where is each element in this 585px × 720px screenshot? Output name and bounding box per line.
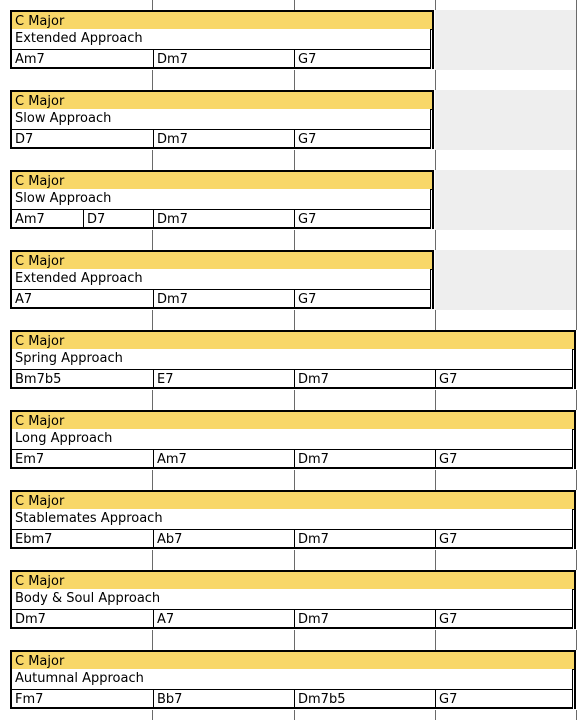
- chord-cell[interactable]: [12, 610, 153, 627]
- chord-symbol: G7: [298, 132, 317, 147]
- measure-tick: [152, 390, 153, 400]
- chord-symbol: G7: [439, 612, 458, 627]
- chord-symbol: Em7: [15, 452, 45, 467]
- chord-symbol: Ebm7: [15, 532, 53, 547]
- chord-cell[interactable]: [153, 530, 294, 547]
- measure-tick: [435, 150, 436, 160]
- chord-symbol: Fm7: [15, 692, 44, 707]
- chord-row: [10, 289, 431, 309]
- measure-tick: [576, 390, 577, 400]
- measure-tick: [576, 150, 577, 160]
- chord-cell[interactable]: [294, 130, 431, 147]
- measure-tick: [576, 310, 577, 320]
- chord-symbol: Bb7: [157, 692, 183, 707]
- measure-tick: [294, 560, 295, 570]
- measure-tick: [435, 80, 436, 90]
- measure-tick: [152, 80, 153, 90]
- measure-tick: [152, 640, 153, 650]
- measure-tick: [294, 0, 295, 10]
- measure-tick: [435, 230, 436, 240]
- progression-name: Body & Soul Approach: [15, 591, 161, 606]
- chord-symbol: Dm7: [298, 452, 329, 467]
- progression-block[interactable]: [0, 240, 585, 320]
- chord-row: [10, 129, 431, 149]
- measure-tick: [435, 0, 436, 10]
- measure-tick: [435, 560, 436, 570]
- measure-tick: [294, 480, 295, 490]
- progression-name: Slow Approach: [15, 111, 112, 126]
- chord-symbol: G7: [298, 212, 317, 227]
- measure-tick: [576, 630, 577, 640]
- chord-symbol: D7: [87, 212, 106, 227]
- measure-tick: [576, 640, 577, 650]
- measure-tick: [152, 630, 153, 640]
- end-barline: [430, 189, 434, 229]
- measure-tick: [294, 150, 295, 160]
- chord-cell[interactable]: [294, 690, 435, 707]
- measure-tick: [294, 240, 295, 250]
- measure-tick: [294, 320, 295, 330]
- progression-block[interactable]: [0, 320, 585, 400]
- chord-row: [10, 449, 573, 469]
- key-label: C Major: [15, 254, 65, 269]
- chord-row: [10, 609, 573, 629]
- chord-symbol: G7: [439, 692, 458, 707]
- measure-tick: [576, 550, 577, 560]
- measure-tick: [435, 550, 436, 560]
- key-label: C Major: [15, 654, 65, 669]
- chord-cell[interactable]: [12, 50, 153, 67]
- end-barline: [430, 29, 434, 69]
- measure-tick: [152, 320, 153, 330]
- measure-tick: [435, 630, 436, 640]
- measure-tick: [576, 470, 577, 480]
- measure-tick: [294, 80, 295, 90]
- progression-name-row: [10, 429, 573, 449]
- measure-tick: [294, 310, 295, 320]
- measure-tick: [435, 400, 436, 410]
- progression-name: Spring Approach: [15, 351, 123, 366]
- measure-tick: [435, 710, 436, 720]
- chord-symbol: Am7: [15, 52, 45, 67]
- empty-measure-area: [435, 170, 576, 230]
- chord-symbol: Dm7b5: [298, 692, 346, 707]
- chord-symbol: A7: [15, 292, 33, 307]
- progression-name-row: [10, 29, 431, 49]
- measure-tick: [576, 250, 577, 310]
- measure-tick: [152, 240, 153, 250]
- key-label: C Major: [15, 494, 65, 509]
- end-barline: [430, 269, 434, 309]
- chord-cell[interactable]: [153, 450, 294, 467]
- chord-cell[interactable]: [12, 370, 153, 387]
- measure-tick: [576, 320, 577, 330]
- chord-symbol: D7: [15, 132, 34, 147]
- key-label: C Major: [15, 574, 65, 589]
- progression-name-row: [10, 109, 431, 129]
- measure-tick: [435, 390, 436, 400]
- chord-symbol: A7: [157, 612, 175, 627]
- progression-block[interactable]: [0, 560, 585, 640]
- measure-tick: [294, 160, 295, 170]
- measure-tick: [576, 160, 577, 170]
- measure-tick: [152, 400, 153, 410]
- chord-cell[interactable]: [435, 690, 573, 707]
- chord-cell[interactable]: [153, 610, 294, 627]
- empty-measure-area: [435, 250, 576, 310]
- chord-symbol: Dm7: [298, 372, 329, 387]
- measure-tick: [576, 0, 577, 10]
- measure-tick: [576, 400, 577, 410]
- measure-tick: [294, 230, 295, 240]
- key-row: [10, 650, 576, 670]
- chord-symbol: Dm7: [157, 52, 188, 67]
- end-barline: [572, 349, 576, 389]
- chord-symbol: Dm7: [157, 292, 188, 307]
- chord-cell[interactable]: [294, 290, 431, 307]
- measure-tick: [152, 310, 153, 320]
- measure-tick: [576, 90, 577, 150]
- measure-tick: [152, 470, 153, 480]
- key-label: C Major: [15, 414, 65, 429]
- measure-tick: [294, 640, 295, 650]
- chord-cell[interactable]: [12, 450, 153, 467]
- measure-tick: [576, 560, 577, 570]
- chord-cell[interactable]: [435, 450, 573, 467]
- progression-name: Long Approach: [15, 431, 113, 446]
- chord-cell[interactable]: [12, 530, 153, 547]
- progression-name: Slow Approach: [15, 191, 112, 206]
- measure-tick: [576, 80, 577, 90]
- measure-tick: [152, 160, 153, 170]
- chord-cell[interactable]: [435, 610, 573, 627]
- chord-symbol: Dm7: [298, 612, 329, 627]
- measure-tick: [435, 470, 436, 480]
- measure-tick: [152, 480, 153, 490]
- key-row: [10, 250, 434, 270]
- progression-block[interactable]: [0, 640, 585, 720]
- chord-cell[interactable]: [294, 530, 435, 547]
- key-row: [10, 490, 576, 510]
- key-label: C Major: [15, 334, 65, 349]
- measure-tick: [435, 640, 436, 650]
- progression-name-row: [10, 189, 431, 209]
- key-label: C Major: [15, 174, 65, 189]
- measure-tick: [152, 710, 153, 720]
- measure-tick: [435, 480, 436, 490]
- empty-measure-area: [435, 10, 576, 70]
- measure-tick: [435, 160, 436, 170]
- progression-block[interactable]: [0, 400, 585, 480]
- measure-tick: [435, 310, 436, 320]
- key-row: [10, 410, 576, 430]
- measure-tick: [294, 470, 295, 480]
- chord-cell[interactable]: [294, 610, 435, 627]
- measure-tick: [435, 320, 436, 330]
- measure-tick: [576, 240, 577, 250]
- progression-name-row: [10, 589, 573, 609]
- measure-tick: [576, 170, 577, 230]
- chord-cell[interactable]: [153, 130, 294, 147]
- chord-cell[interactable]: [294, 450, 435, 467]
- measure-tick: [294, 630, 295, 640]
- chord-cell[interactable]: [12, 210, 83, 227]
- progression-name-row: [10, 509, 573, 529]
- chord-symbol: Am7: [157, 452, 187, 467]
- measure-tick: [152, 150, 153, 160]
- chord-row: [10, 209, 431, 229]
- key-row: [10, 330, 576, 350]
- progression-block[interactable]: [0, 480, 585, 560]
- chord-cell[interactable]: [153, 290, 294, 307]
- measure-tick: [576, 710, 577, 720]
- chord-symbol: Bm7b5: [15, 372, 62, 387]
- chord-symbol: Dm7: [157, 212, 188, 227]
- chord-cell[interactable]: [153, 50, 294, 67]
- key-row: [10, 90, 434, 110]
- measure-tick: [294, 550, 295, 560]
- progression-name-row: [10, 349, 573, 369]
- progression-name: Extended Approach: [15, 31, 143, 46]
- chord-symbol: G7: [298, 292, 317, 307]
- chord-symbol: Am7: [15, 212, 45, 227]
- progression-name-row: [10, 269, 431, 289]
- measure-tick: [576, 10, 577, 70]
- chord-symbol: E7: [157, 372, 174, 387]
- chord-symbol: Dm7: [298, 532, 329, 547]
- end-barline: [572, 509, 576, 549]
- measure-tick: [152, 550, 153, 560]
- measure-tick: [294, 400, 295, 410]
- chord-symbol: G7: [298, 52, 317, 67]
- measure-tick: [152, 230, 153, 240]
- progression-block[interactable]: [0, 80, 585, 160]
- chord-cell[interactable]: [435, 530, 573, 547]
- chord-cell[interactable]: [294, 370, 435, 387]
- end-barline: [572, 429, 576, 469]
- measure-tick: [294, 70, 295, 80]
- progression-block[interactable]: [0, 0, 585, 80]
- key-label: C Major: [15, 14, 65, 29]
- measure-tick: [576, 70, 577, 80]
- measure-tick: [152, 0, 153, 10]
- measure-tick: [576, 230, 577, 240]
- progression-block[interactable]: [0, 160, 585, 240]
- measure-tick: [294, 390, 295, 400]
- chord-cell[interactable]: [435, 370, 573, 387]
- chord-row: [10, 529, 573, 549]
- chord-symbol: Dm7: [157, 132, 188, 147]
- chord-cell[interactable]: [294, 50, 431, 67]
- chord-row: [10, 689, 573, 709]
- key-row: [10, 570, 576, 590]
- progression-name-row: [10, 669, 573, 689]
- chord-row: [10, 49, 431, 69]
- chord-row: [10, 369, 573, 389]
- chord-cell[interactable]: [12, 690, 153, 707]
- chord-symbol: G7: [439, 452, 458, 467]
- progression-name: Stablemates Approach: [15, 511, 163, 526]
- key-row: [10, 10, 434, 30]
- chord-symbol: Ab7: [157, 532, 183, 547]
- measure-tick: [435, 240, 436, 250]
- chord-symbol: G7: [439, 532, 458, 547]
- end-barline: [572, 589, 576, 629]
- chord-symbol: Dm7: [15, 612, 46, 627]
- chord-cell[interactable]: [153, 370, 294, 387]
- end-barline: [430, 109, 434, 149]
- measure-tick: [294, 710, 295, 720]
- chord-cell[interactable]: [153, 210, 294, 227]
- measure-tick: [152, 70, 153, 80]
- progression-name: Autumnal Approach: [15, 671, 144, 686]
- chord-cell[interactable]: [294, 210, 431, 227]
- chord-cell[interactable]: [83, 210, 154, 227]
- measure-tick: [152, 560, 153, 570]
- key-row: [10, 170, 434, 190]
- chord-symbol: G7: [439, 372, 458, 387]
- key-label: C Major: [15, 94, 65, 109]
- progression-name: Extended Approach: [15, 271, 143, 286]
- empty-measure-area: [435, 90, 576, 150]
- measure-tick: [576, 480, 577, 490]
- chord-cell[interactable]: [153, 690, 294, 707]
- chord-cell[interactable]: [12, 290, 153, 307]
- chord-cell[interactable]: [12, 130, 153, 147]
- measure-tick: [435, 70, 436, 80]
- end-barline: [572, 669, 576, 709]
